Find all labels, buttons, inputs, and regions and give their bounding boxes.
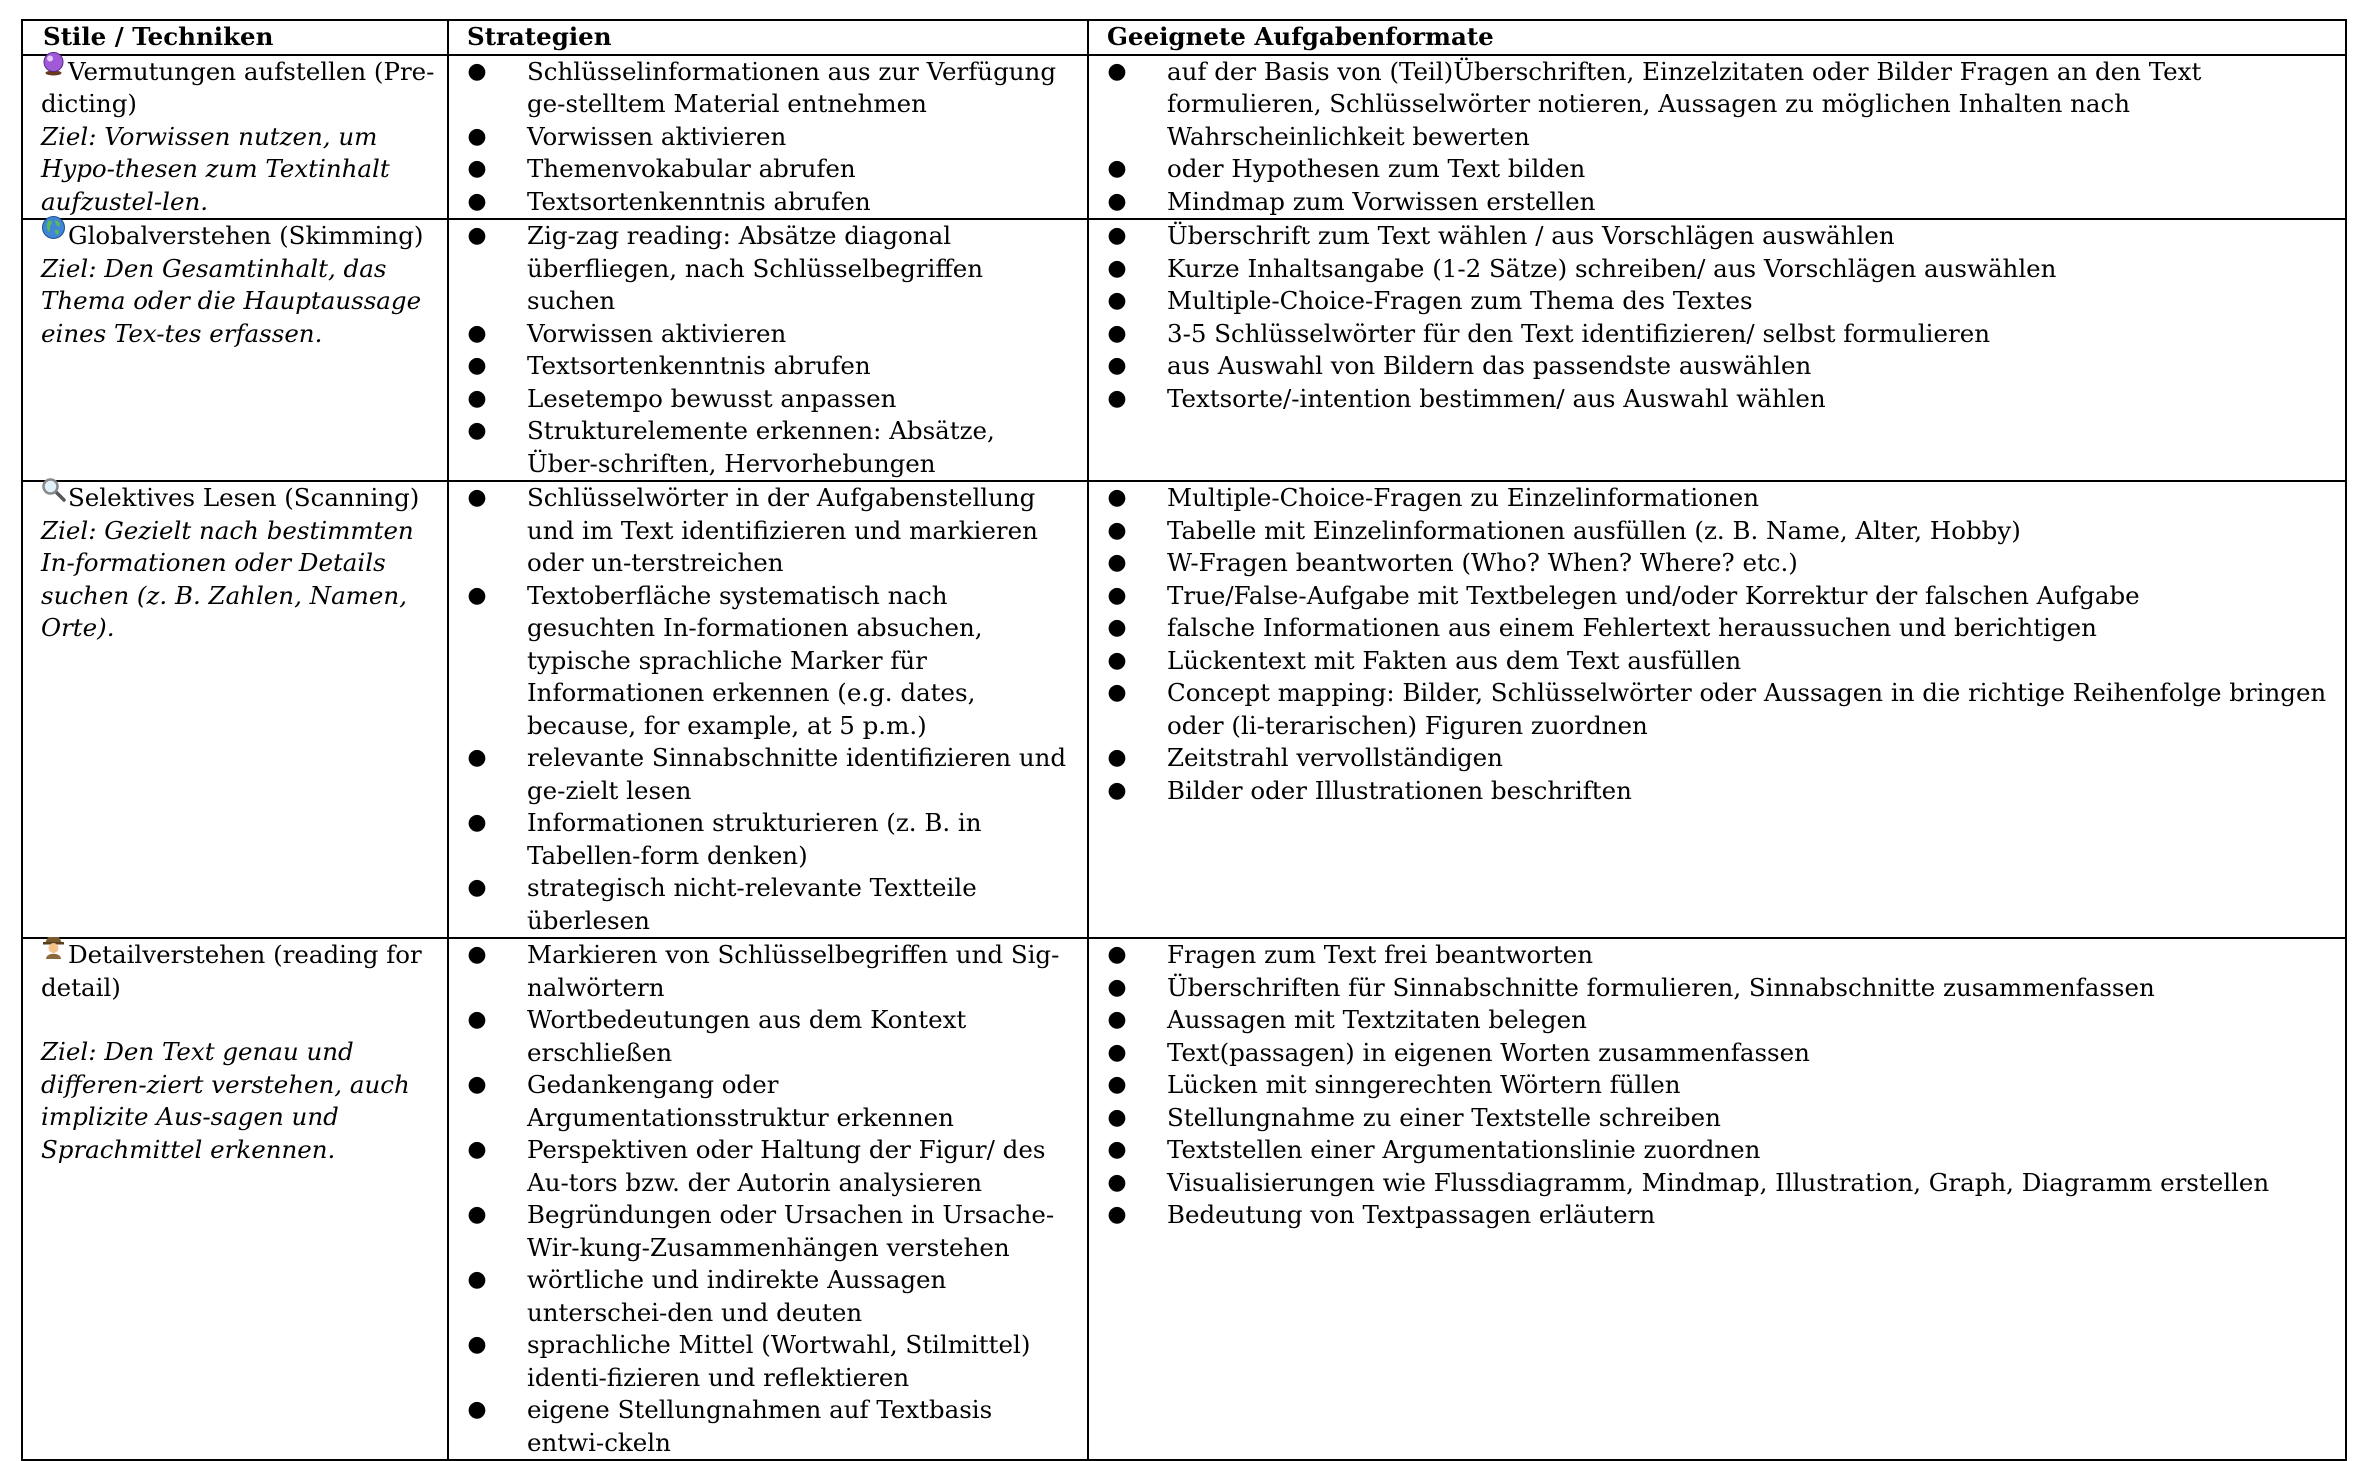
bullet-icon: ●	[1107, 1169, 1127, 1195]
bullet-icon: ●	[1107, 156, 1127, 181]
list-item: ● Strukturelemente erkennen: Absätze, Über-schriften, Hervorhebungen	[467, 416, 995, 478]
list-item: ● eigene Stellungnahmen auf Textbasis entwi-ckeln	[467, 1395, 993, 1457]
header-task-formats: Geeignete Aufgabenformate	[1088, 20, 2346, 55]
bullet-icon: ●	[467, 123, 487, 149]
bullet-icon: ●	[1107, 680, 1127, 705]
list-item: ● Markieren von Schlüsselbegriffen und Sig-nalwörtern	[467, 940, 1060, 1002]
strategies-list	[449, 939, 1087, 1459]
bullet-icon: ●	[1107, 777, 1127, 803]
bullet-icon: ●	[467, 385, 487, 411]
bullet-icon: ●	[1107, 647, 1127, 673]
task-formats-cell	[1088, 481, 2346, 938]
task-formats-list	[1089, 220, 2345, 415]
bullet-icon: ●	[467, 1137, 487, 1162]
task-formats-cell	[1088, 55, 2346, 220]
bullet-icon: ●	[467, 1007, 487, 1032]
list-item: ● Fragen zum Text frei beantworten	[1089, 939, 2345, 972]
list-item: ● Textstellen einer Argumentationslinie zuordnen	[1089, 1134, 2345, 1167]
bullet-icon: ●	[467, 745, 487, 770]
bullet-icon: ●	[1107, 974, 1127, 1000]
list-item: ● Bedeutung von Textpassagen erläutern	[1089, 1199, 2345, 1232]
list-item: ● oder Hypothesen zum Text bilden	[1089, 153, 2345, 186]
list-item: ● Vorwissen aktivieren	[449, 121, 1087, 154]
globe-icon	[41, 215, 66, 240]
task-formats-list	[1089, 56, 2345, 219]
bullet-icon: ●	[1107, 517, 1127, 543]
bullet-icon: ●	[467, 875, 487, 900]
style-cell	[22, 55, 448, 220]
list-item: ● Überschriften für Sinnabschnitte formulieren, Sinnabschnitte zusammenfassen	[1089, 972, 2345, 1005]
list-item: ● Kurze Inhaltsangabe (1-2 Sätze) schreiben/ aus Vorschlägen auswählen	[1089, 253, 2345, 286]
list-item: ● relevante Sinnabschnitte identifizieren und ge-zielt lesen	[467, 743, 1067, 805]
style-goal: Ziel: Den Text genau und differen-ziert verstehen, auch implizite Aus-sagen und Sprachmittel erkennen.	[41, 1037, 410, 1164]
magnifier-icon	[41, 477, 66, 502]
task-formats-list	[1089, 482, 2345, 807]
style-cell	[22, 219, 448, 481]
bullet-icon: ●	[467, 1332, 487, 1357]
bullet-icon: ●	[467, 485, 487, 510]
bullet-icon: ●	[467, 582, 487, 608]
strategies-list	[449, 482, 1087, 937]
bullet-icon: ●	[1107, 1072, 1127, 1097]
bullet-icon: ●	[467, 353, 487, 378]
list-item: ● Textsorte/-intention bestimmen/ aus Auswahl wählen	[1089, 383, 2345, 416]
list-item: ● Multiple-Choice-Fragen zum Thema des Textes	[1089, 285, 2345, 318]
list-item: ● Multiple-Choice-Fragen zu Einzelinformationen	[1089, 482, 2345, 515]
list-item: ● 3-5 Schlüsselwörter für den Text identifizieren/ selbst formulieren	[1089, 318, 2345, 351]
list-item: ● Bilder oder Illustrationen beschriften	[1089, 775, 2345, 808]
strategies-list	[449, 56, 1087, 219]
task-formats-cell	[1088, 219, 2346, 481]
list-item: ● Überschrift zum Text wählen / aus Vorschlägen auswählen	[1089, 220, 2345, 253]
list-item: ● Wortbedeutungen aus dem Kontext erschließen	[467, 1005, 967, 1067]
bullet-icon: ●	[467, 418, 487, 443]
detective-icon	[41, 934, 66, 959]
reading-strategies-table	[21, 19, 2347, 1461]
list-item: ● Lesetempo bewusst anpassen	[449, 383, 1087, 416]
list-item: ● Stellungnahme zu einer Textstelle schreiben	[1089, 1102, 2345, 1135]
bullet-icon: ●	[1107, 1007, 1127, 1032]
strategies-cell	[448, 938, 1088, 1460]
bullet-icon: ●	[1107, 1104, 1127, 1130]
bullet-icon: ●	[1107, 942, 1127, 967]
list-item: ● sprachliche Mittel (Wortwahl, Stilmittel) identi-fizieren und reflektieren	[467, 1330, 1031, 1392]
bullet-icon: ●	[1107, 745, 1127, 770]
list-item: ● Concept mapping: Bilder, Schlüsselwörter oder Aussagen in die richtige Reihenfolge bringen oder (li-terarischen) Figuren zuordnen	[1107, 678, 2327, 740]
list-item: ● Themenvokabular abrufen	[449, 153, 1087, 186]
style-goal: Ziel: Gezielt nach bestimmten In-formationen oder Details suchen (z. B. Zahlen, Namen, Orte).	[41, 515, 414, 642]
bullet-icon: ●	[1107, 58, 1127, 84]
bullet-icon: ●	[467, 1397, 487, 1422]
list-item: ● Informationen strukturieren (z. B. in Tabellen-form denken)	[467, 808, 982, 870]
bullet-icon: ●	[1107, 550, 1127, 575]
table-header-row	[22, 20, 2346, 55]
bullet-icon: ●	[467, 1267, 487, 1292]
table-row	[22, 55, 2346, 220]
bullet-icon: ●	[1107, 582, 1127, 608]
bullet-icon: ●	[1107, 1137, 1127, 1162]
list-item: ● Aussagen mit Textzitaten belegen	[1089, 1004, 2345, 1037]
bullet-icon: ●	[467, 1202, 487, 1227]
list-item: ● Zeitstrahl vervollständigen	[1089, 742, 2345, 775]
bullet-icon: ●	[1107, 1039, 1127, 1065]
bullet-icon: ●	[1107, 485, 1127, 510]
bullet-icon: ●	[1107, 615, 1127, 640]
table-row	[22, 938, 2346, 1460]
bullet-icon: ●	[1107, 255, 1127, 281]
bullet-icon: ●	[1107, 223, 1127, 248]
list-item: ● wörtliche und indirekte Aussagen unterschei-den und deuten	[467, 1265, 947, 1327]
style-title: Globalverstehen (Skimming)	[68, 221, 424, 250]
style-goal: Ziel: Den Gesamtinhalt, das Thema oder die Hauptaussage eines Tex-tes erfassen.	[41, 253, 422, 348]
list-item: ● Vorwissen aktivieren	[449, 318, 1087, 351]
list-item: ● Textsortenkenntnis abrufen	[449, 350, 1087, 383]
strategies-cell	[448, 481, 1088, 938]
list-item: ● W-Fragen beantworten (Who? When? Where? etc.)	[1089, 547, 2345, 580]
spacer	[41, 1004, 441, 1036]
list-item: ● aus Auswahl von Bildern das passendste auswählen	[1089, 350, 2345, 383]
bullet-icon: ●	[467, 156, 487, 181]
bullet-icon: ●	[467, 223, 487, 248]
bullet-icon: ●	[1107, 288, 1127, 313]
table-row	[22, 481, 2346, 938]
task-formats-cell	[1088, 938, 2346, 1460]
list-item: ● Schlüsselwörter in der Aufgabenstellung und im Text identifizieren und markieren oder un-terstreichen	[467, 483, 1038, 577]
style-title: Vermutungen aufstellen (Pre-dicting)	[41, 56, 435, 118]
bullet-icon: ●	[467, 1072, 487, 1097]
list-item: ● True/False-Aufgabe mit Textbelegen und/oder Korrektur der falschen Aufgabe	[1089, 580, 2345, 613]
style-title: Detailverstehen (reading for detail)	[41, 940, 422, 1002]
document-page	[21, 19, 2345, 1457]
bullet-icon: ●	[467, 810, 487, 835]
list-item: ● Lückentext mit Fakten aus dem Text ausfüllen	[1089, 645, 2345, 678]
list-item: ● Mindmap zum Vorwissen erstellen	[1089, 186, 2345, 219]
list-item: ● strategisch nicht-relevante Textteile überlesen	[467, 873, 977, 935]
style-cell	[22, 938, 448, 1460]
header-strategies: Strategien	[448, 20, 1088, 55]
strategies-list	[449, 220, 1087, 480]
bullet-icon: ●	[467, 320, 487, 346]
style-goal: Ziel: Vorwissen nutzen, um Hypo-thesen zum Textinhalt aufzustel-len.	[41, 121, 390, 216]
bullet-icon: ●	[1107, 1202, 1127, 1227]
style-title: Selektives Lesen (Scanning)	[68, 483, 420, 512]
list-item: ● auf der Basis von (Teil)Überschriften, Einzelzitaten oder Bilder Fragen an den Text formulieren, Schlüsselwörter notieren, Aussagen zu möglichen Inhalten nach Wahrscheinlichkeit bewerten	[1107, 56, 2202, 151]
strategies-cell	[448, 219, 1088, 481]
header-styles: Stile / Techniken	[22, 20, 448, 55]
bullet-icon: ●	[467, 58, 487, 84]
list-item: ● Textoberfläche systematisch nach gesuchten In-formationen absuchen, typische sprachliche Marker für Informationen erkennen (e.g. dates, because, for example, at 5 p.m.)	[467, 580, 983, 740]
list-item: ● Textsortenkenntnis abrufen	[449, 186, 1087, 219]
table-row	[22, 219, 2346, 481]
style-cell	[22, 481, 448, 938]
list-item: ● falsche Informationen aus einem Fehlertext heraussuchen und berichtigen	[1089, 612, 2345, 645]
list-item: ● Text(passagen) in eigenen Worten zusammenfassen	[1089, 1037, 2345, 1070]
list-item: ● Tabelle mit Einzelinformationen ausfüllen (z. B. Name, Alter, Hobby)	[1089, 515, 2345, 548]
bullet-icon: ●	[1107, 320, 1127, 346]
task-formats-list	[1089, 939, 2345, 1232]
bullet-icon: ●	[467, 188, 487, 214]
bullet-icon: ●	[1107, 353, 1127, 378]
list-item: ● Perspektiven oder Haltung der Figur/ des Au-tors bzw. der Autorin analysieren	[467, 1135, 1046, 1197]
list-item: ● Gedankengang oder Argumentationsstruktur erkennen	[467, 1070, 954, 1132]
crystal-ball-icon	[41, 51, 66, 76]
strategies-cell	[448, 55, 1088, 220]
bullet-icon: ●	[1107, 188, 1127, 214]
list-item: ● Schlüsselinformationen aus zur Verfügung ge-stelltem Material entnehmen	[467, 56, 1056, 118]
list-item: ● Begründungen oder Ursachen in Ursache-Wir-kung-Zusammenhängen verstehen	[467, 1200, 1055, 1262]
bullet-icon: ●	[1107, 385, 1127, 411]
list-item: ● Lücken mit sinngerechten Wörtern füllen	[1089, 1069, 2345, 1102]
list-item: ● Zig-zag reading: Absätze diagonal überfliegen, nach Schlüsselbegriffen suchen	[467, 221, 984, 315]
bullet-icon: ●	[467, 942, 487, 967]
list-item: ● Visualisierungen wie Flussdiagramm, Mindmap, Illustration, Graph, Diagramm erstellen	[1089, 1167, 2345, 1200]
